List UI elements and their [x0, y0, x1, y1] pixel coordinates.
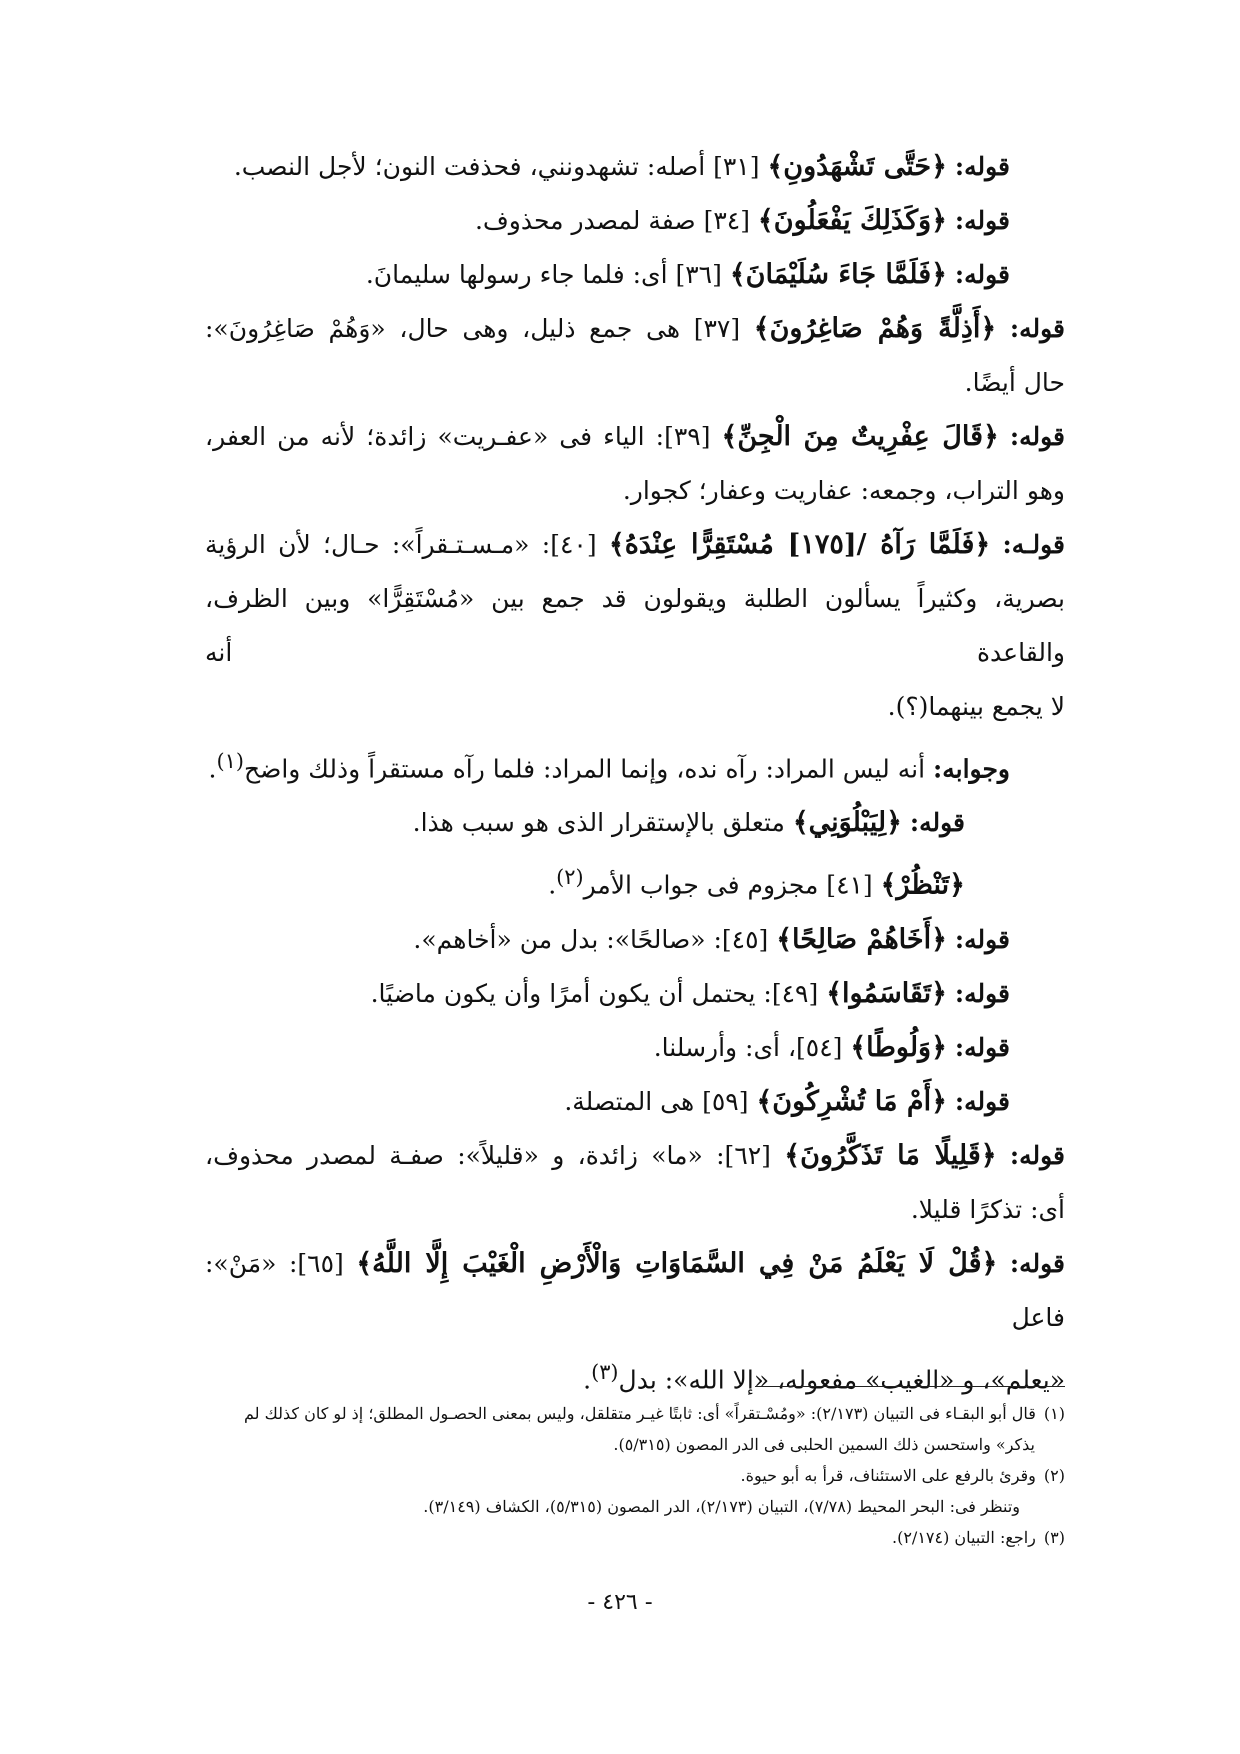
- quran-verse: ﴿أَخَاهُمْ صَالِحًا﴾: [776, 923, 947, 955]
- line-text: متعلق بالإستقرار الذى هو سبب هذا.: [412, 808, 785, 838]
- text-line: [205, 680, 1065, 734]
- line-text: [٤٩]: يحتمل أن يكون أمرًا وأن يكون ماضيًا.: [370, 978, 819, 1008]
- footnote-line: [205, 1491, 1065, 1522]
- quran-verse: ﴿قَلِيلًا مَا تَذَكَّرُونَ﴾: [784, 1139, 997, 1171]
- quran-verse: ﴿أَذِلَّةً وَهُمْ صَاغِرُونَ﴾: [753, 313, 997, 344]
- quran-verse: ﴿فَلَمَّا جَاءَ سُلَيْمَانَ﴾: [729, 259, 947, 290]
- quran-verse: ﴿تَقَاسَمُوا﴾: [826, 977, 947, 1009]
- line-text: لا يجمع بينهما(؟).: [887, 692, 1065, 721]
- text-line: [205, 1075, 1065, 1129]
- line-label: قوله:: [954, 206, 1010, 235]
- quran-verse: ﴿قُلْ لَا يَعْلَمُ مَنْ فِي السَّمَاوَاتِ وَالْأَرْضِ الْغَيْبَ إِلَّا اللَّهُ﴾: [356, 1247, 998, 1279]
- footnote-ref[interactable]: (٣): [591, 1359, 619, 1384]
- footnote-line: [205, 1429, 1065, 1460]
- line-text: [٣١] أصله: تشهدونني، فحذفت النون؛ لأجل النصب.: [233, 152, 760, 181]
- line-label: قوله:: [1009, 314, 1066, 343]
- line-label: وجوابه:: [933, 754, 1010, 784]
- text-line: [205, 1021, 1065, 1075]
- text-line: [205, 302, 1065, 356]
- footnote-ref[interactable]: (٢): [556, 865, 584, 890]
- line-label: قوله:: [954, 978, 1010, 1008]
- line-text: [٦٥]: «مَنْ»: فاعل: [205, 1248, 1065, 1332]
- footnote-text: وقرئ بالرفع على الاستئناف، قرأ به أبو حيوة.: [740, 1466, 1036, 1485]
- footnote-divider: [755, 1386, 1065, 1387]
- line-text: [٤٠]: «مـسـتـقراً»: حـال؛ لأن الرؤية: [205, 530, 597, 559]
- quran-verse: ﴿تَنْظُرْ﴾: [880, 869, 965, 901]
- line-text: وهو التراب، وجمعه: عفاريت وعفار؛ كجوار.: [622, 476, 1065, 505]
- text-line: [205, 194, 1065, 248]
- text-line: [205, 356, 1065, 410]
- quran-verse: ﴿قَالَ عِفْرِيتٌ مِنَ الْجِنِّ﴾: [721, 421, 999, 452]
- line-text: [٣٦] أى: فلما جاء رسولها سليمانَ.: [365, 260, 722, 289]
- footnote-line: [205, 1460, 1065, 1491]
- text-line: [205, 913, 1065, 967]
- line-label: قوله:: [954, 152, 1010, 181]
- line-text: [٣٤] صفة لمصدر محذوف.: [474, 206, 750, 235]
- line-text: [٣٧] هى جمع ذليل، وهى حال، «وَهُمْ صَاغِرُونَ»:: [205, 314, 741, 343]
- footnote-line: [205, 1398, 1065, 1429]
- line-label: قوله:: [909, 808, 965, 838]
- quran-verse: ﴿فَلَمَّا رَآهُ /[١٧٥] مُسْتَقِرًّا عِنْدَهُ﴾: [608, 529, 991, 560]
- line-label: قوله:: [954, 1032, 1010, 1062]
- text-line: [205, 850, 1065, 912]
- line-text: أى: تذكرًا قليلا.: [910, 1194, 1065, 1224]
- text-line: [205, 734, 1065, 796]
- page-number: - ٤٢٦ -: [587, 1590, 653, 1615]
- line-text: بصرية، وكثيراً يسألون الطلبة ويقولون قد جمع بين «مُسْتَقِرًّا» وبين الظرف، والقاعدة أنه: [205, 584, 1065, 667]
- line-text: [٥٩] هى المتصلة.: [564, 1086, 749, 1116]
- footnote-text: قال أبو البقـاء فى التبيان (٢/١٧٣): «ومُسْـتقراً» أى: ثابتًا غيـر متقلقل، وليس بمعنى الحصـول المطلق؛ إذ لو كان كذلك لم: [244, 1404, 1036, 1423]
- footnote-ref[interactable]: (١): [216, 749, 244, 773]
- line-text: [٤١] مجزوم فى جواب الأمر: [583, 870, 873, 900]
- line-label: قوله:: [954, 924, 1010, 954]
- text-line: [205, 1237, 1065, 1345]
- line-text: [٣٩]: الياء فى «عفـريت» زائدة؛ لأنه من العفر،: [205, 422, 711, 451]
- quran-verse: ﴿أَمْ مَا تُشْرِكُونَ﴾: [756, 1085, 947, 1117]
- line-tail: .: [208, 754, 217, 784]
- footnote-number: (١): [1043, 1404, 1065, 1423]
- footnote-number: (٢): [1043, 1466, 1065, 1485]
- quran-verse: ﴿وَكَذَلِكَ يَفْعَلُونَ﴾: [757, 205, 947, 236]
- footnote-text: راجع: التبيان (٢/١٧٤).: [892, 1528, 1036, 1547]
- footnotes: [205, 1398, 1065, 1553]
- line-text: [٦٢]: «ما» زائدة، و «قليلاً»: صفـة لمصدر محذوف،: [205, 1140, 771, 1170]
- text-line: [205, 248, 1065, 302]
- line-text: حال أيضًا.: [964, 368, 1065, 397]
- line-label: قوله:: [954, 1086, 1010, 1116]
- main-text: [205, 140, 1065, 1407]
- line-label: قوله:: [1009, 1140, 1066, 1170]
- footnote-line: [205, 1522, 1065, 1553]
- text-line: [205, 1183, 1065, 1237]
- quran-verse: ﴿وَلُوطًا﴾: [850, 1031, 947, 1063]
- line-tail: .: [583, 1364, 592, 1394]
- text-line: [205, 1129, 1065, 1183]
- line-tail: .: [548, 870, 557, 900]
- line-label: قوله:: [1009, 1248, 1066, 1278]
- line-text: [٥٤]، أى: وأرسلنا.: [653, 1032, 843, 1062]
- line-text: أنه ليس المراد: رآه نده، وإنما المراد: فلما رآه مستقراً وذلك واضح: [243, 754, 926, 784]
- line-label: قولـه:: [1002, 530, 1065, 559]
- text-line: [205, 518, 1065, 572]
- text-line: [205, 572, 1065, 680]
- text-line: [205, 140, 1065, 194]
- line-text: [٤٥]: «صالحًا»: بدل من «أخاهم».: [413, 924, 769, 954]
- footnote-text: وتنظر فى: البحر المحيط (٧/٧٨)، التبيان (٢/١٧٣)، الدر المصون (٥/٣١٥)، الكشاف (٣/١٤٩).: [423, 1497, 1020, 1516]
- text-line: [205, 464, 1065, 518]
- text-line: [205, 796, 1065, 850]
- footnote-number: (٣): [1043, 1528, 1065, 1547]
- line-label: قوله:: [1009, 422, 1065, 451]
- quran-verse: ﴿حَتَّى تَشْهَدُونِ﴾: [767, 151, 947, 182]
- footnote-text: يذكر» واستحسن ذلك السمين الحلبى فى الدر المصون (٥/٣١٥).: [613, 1435, 1035, 1454]
- line-label: قوله:: [954, 260, 1010, 289]
- line-text: «يعلم»، و «الغيب» مفعوله، «إلا الله»: بدل: [618, 1364, 1065, 1394]
- quran-verse: ﴿لِيَبْلُوَنِي﴾: [792, 807, 902, 839]
- text-line: [205, 410, 1065, 464]
- text-line: [205, 967, 1065, 1021]
